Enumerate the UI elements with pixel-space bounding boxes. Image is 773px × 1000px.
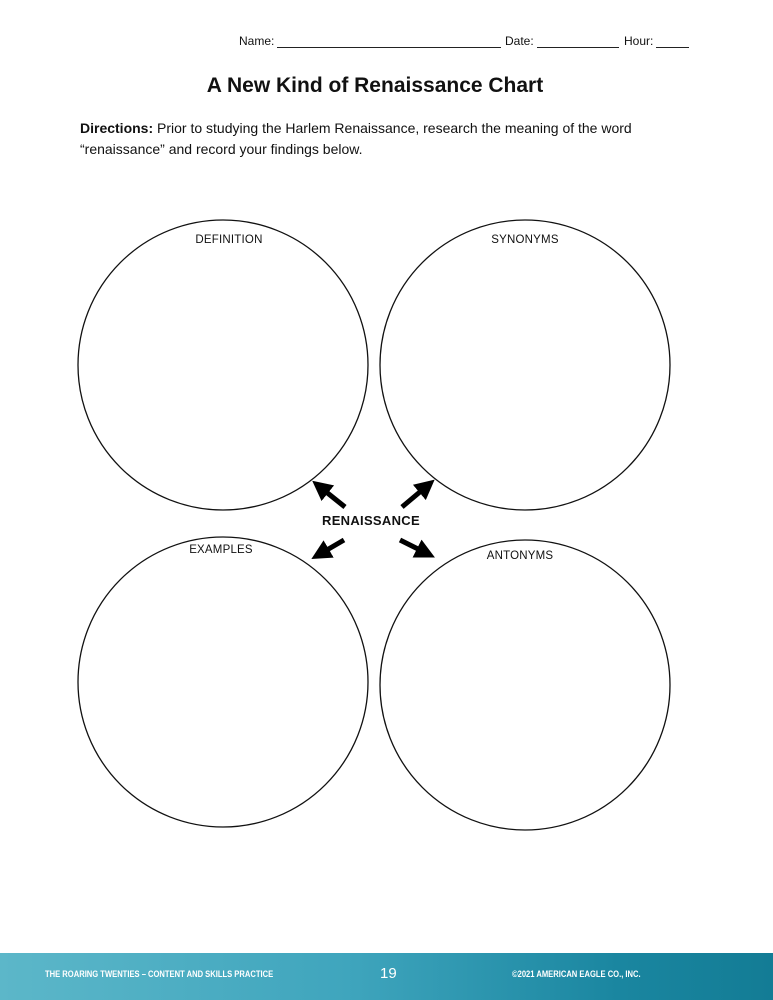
definition-label: DEFINITION <box>195 234 263 246</box>
page-number: 19 <box>380 965 397 982</box>
examples-circle[interactable] <box>78 537 368 827</box>
date-label: Date: <box>505 34 534 48</box>
synonyms-label: SYNONYMS <box>491 234 559 246</box>
arrow-up-right-icon <box>402 486 427 507</box>
name-label: Name: <box>239 34 275 48</box>
footer-banner <box>0 953 773 1000</box>
hour-label: Hour: <box>624 34 654 48</box>
directions-text: Prior to studying the Harlem Renaissance, research the meaning of the word “renaissance” and record your findings below. <box>80 120 632 157</box>
arrow-down-left-icon <box>320 540 344 554</box>
antonyms-label: ANTONYMS <box>486 550 554 562</box>
footer-copyright: ©2021 AMERICAN EAGLE CO., INC. <box>512 969 641 980</box>
arrow-up-left-icon <box>320 487 345 507</box>
synonyms-circle[interactable] <box>380 220 670 510</box>
page-title: A New Kind of Renaissance Chart <box>206 74 544 97</box>
footer-book-title: THE ROARING TWENTIES – CONTENT AND SKILLS PRACTICE <box>45 969 274 980</box>
center-label: RENAISSANCE <box>322 513 420 528</box>
directions-label: Directions: <box>80 120 154 136</box>
examples-label: EXAMPLES <box>189 544 253 556</box>
antonyms-circle[interactable] <box>380 540 670 830</box>
definition-circle[interactable] <box>78 220 368 510</box>
